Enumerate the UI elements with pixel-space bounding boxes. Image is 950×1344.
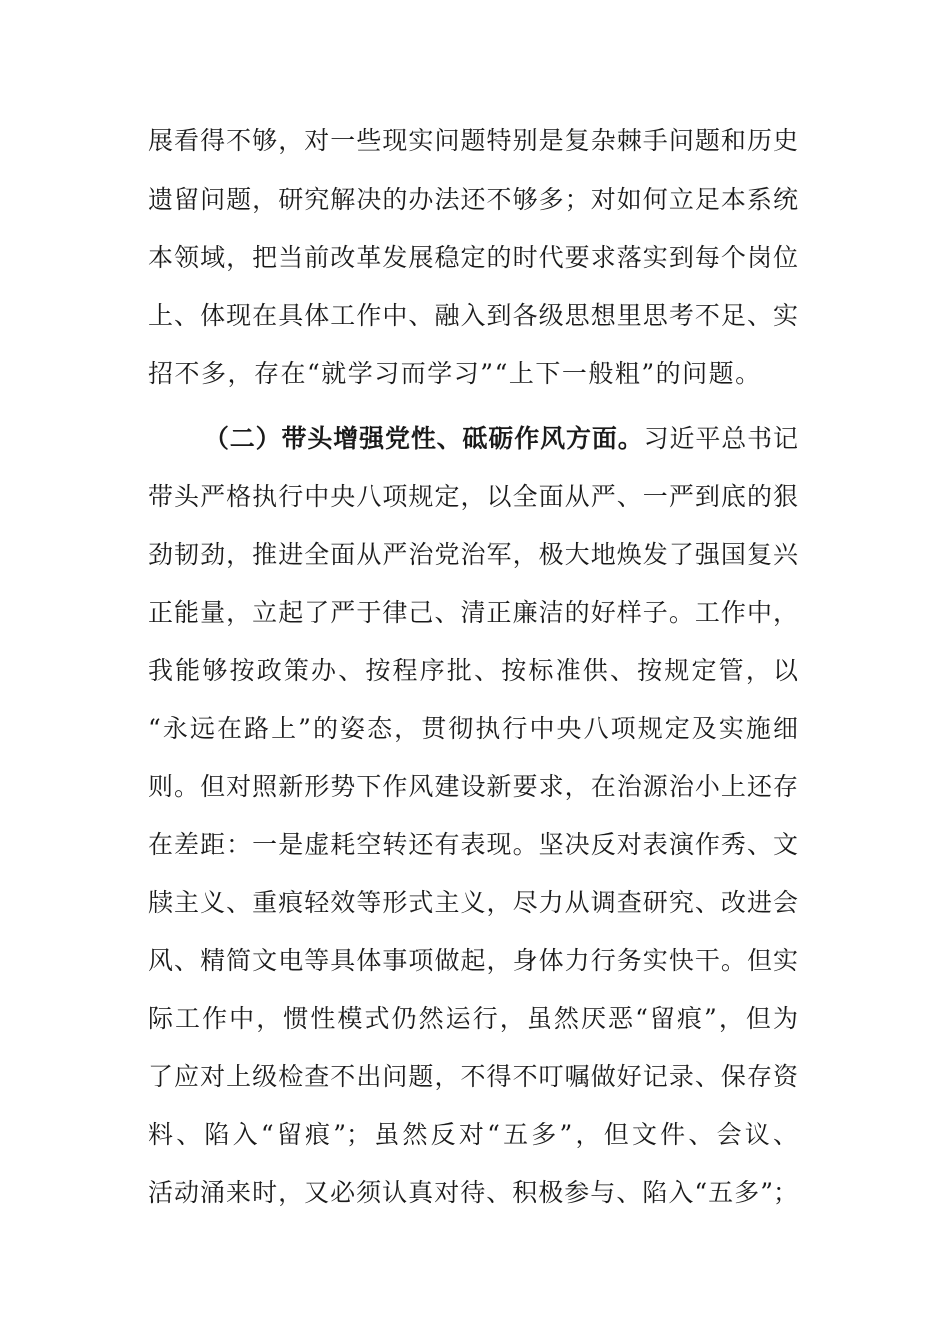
text-line: 上、体现在具体工作中、融入到各级思想里思考不足、实 (148, 301, 798, 330)
text-line: 风、精简文电等具体事项做起，身体力行务实快干。但实 (148, 946, 798, 975)
text-line: 本领域，把当前改革发展稳定的时代要求落实到每个岗位 (148, 243, 798, 272)
text-line: 我能够按政策办、按程序批、按标准供、按规定管，以 (148, 656, 798, 685)
section-heading: （二）带头增强党性、砥砺作风方面。 (203, 424, 644, 453)
text-line: 活动涌来时，又必须认真对待、积极参与、陷入“五多”； (148, 1178, 798, 1207)
text-line: 展看得不够，对一些现实问题特别是复杂棘手问题和历史 (148, 126, 798, 155)
text-line: 带头严格执行中央八项规定，以全面从严、一严到底的狠 (148, 482, 798, 511)
text-line: 正能量，立起了严于律己、清正廉洁的好样子。工作中， (148, 598, 798, 627)
section-heading-line (148, 419, 798, 459)
text-line: 际工作中，惯性模式仍然运行，虽然厌恶“留痕”，但为 (148, 1004, 798, 1033)
text-line: 遗留问题，研究解决的办法还不够多；对如何立足本系统 (148, 185, 798, 214)
text-line: 招不多，存在“就学习而学习”“上下一般粗”的问题。 (148, 359, 762, 388)
text-line: “永远在路上”的姿态，贯彻执行中央八项规定及实施细 (148, 714, 798, 743)
text-line: 牍主义、重痕轻效等形式主义，尽力从调查研究、改进会 (148, 888, 798, 917)
text-line: 了应对上级检查不出问题，不得不叮嘱做好记录、保存资 (148, 1062, 798, 1091)
text-line: 劲韧劲，推进全面从严治党治军，极大地焕发了强国复兴 (148, 540, 798, 569)
text-line: 在差距：一是虚耗空转还有表现。坚决反对表演作秀、文 (148, 830, 798, 859)
text-line: 料、陷入“留痕”；虽然反对“五多”，但文件、会议、 (148, 1120, 798, 1149)
text-segment: 习近平总书记 (643, 424, 798, 453)
text-line: 则。但对照新形势下作风建设新要求，在治源治小上还存 (148, 772, 798, 801)
